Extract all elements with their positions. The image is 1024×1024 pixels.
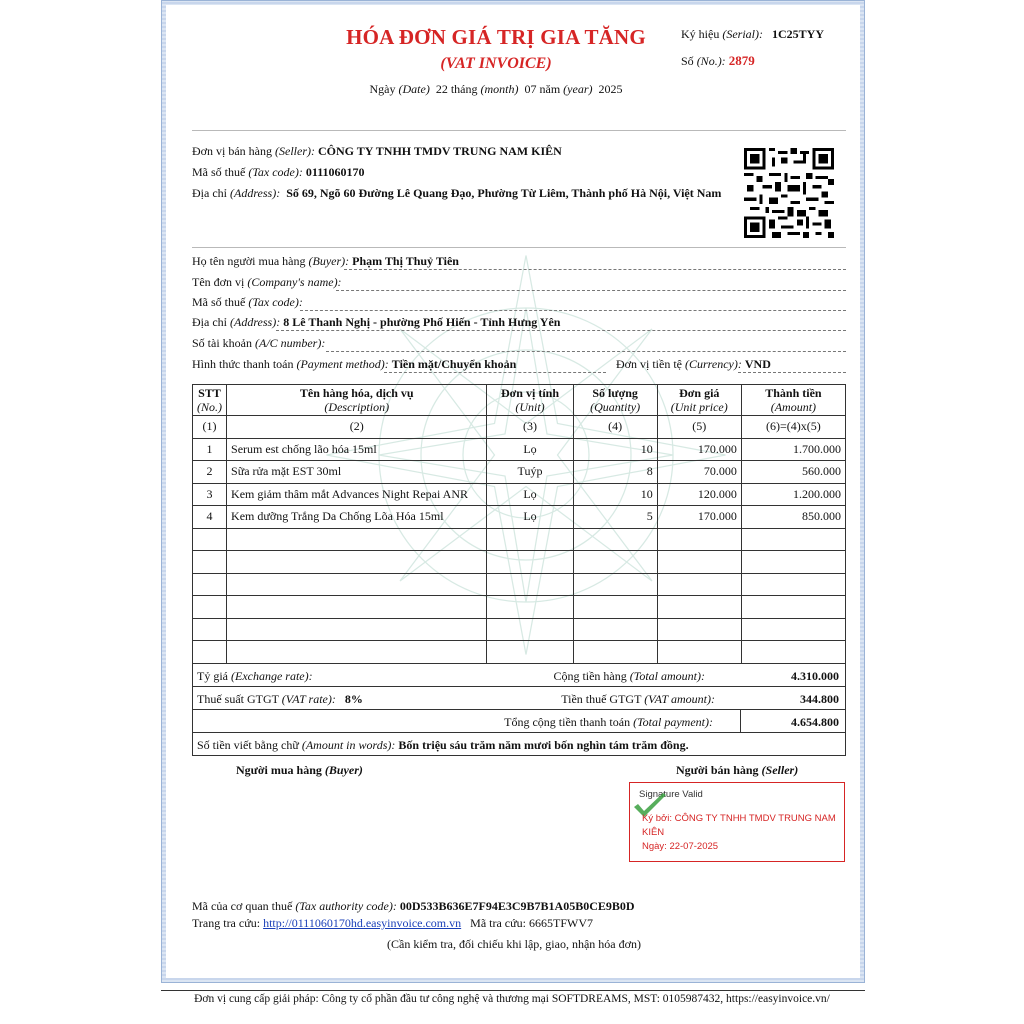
- total-payment: 4.654.800: [791, 715, 839, 729]
- divider: [192, 247, 846, 248]
- buyer-address: 8 Lê Thanh Nghị - phường Phố Hiến - Tỉnh Hưng Yên: [283, 315, 561, 329]
- buyer-signature-label: Người mua hàng (Buyer): [236, 763, 363, 777]
- row-unit-price: 120.000: [657, 483, 741, 506]
- buyer-name-line: [344, 269, 846, 270]
- seller-address-row: Địa chỉ (Address): Số 69, Ngõ 60 Đường Lê Quang Đạo, Phường Từ Liêm, Thành phố Hà Nội, Việt Nam: [192, 186, 722, 200]
- index-cell: (5): [657, 416, 741, 439]
- row-quantity: 5: [573, 506, 657, 529]
- amount-in-words-row: Số tiền viết bằng chữ (Amount in words): Bốn triệu sáu trăm năm mươi bốn nghìn tám trăm đồng.: [192, 733, 846, 756]
- row-quantity: 10: [573, 438, 657, 461]
- row-quantity: 8: [573, 461, 657, 484]
- table-row: [193, 438, 846, 461]
- payment-method: Tiền mặt/Chuyển khoản: [391, 357, 517, 371]
- signature-valid-text: Signature Valid: [639, 789, 703, 800]
- vat-row: Thuế suất GTGT (VAT rate): 8% Tiền thuế GTGT (VAT amount): 344.800: [192, 687, 846, 710]
- invoice-date: Ngày (Date) 22 tháng (month) 07 năm (year) 2025: [369, 82, 623, 96]
- seller-name-row: Đơn vị bán hàng (Seller): CÔNG TY TNHH TMDV TRUNG NAM KIÊN: [192, 144, 562, 158]
- index-cell: (3): [487, 416, 573, 439]
- signed-date-text: Ngày: 22-07-2025: [642, 841, 719, 852]
- tax-authority-code: 00D533B636E7F94E3C9B7B1A05B0CE9B0D: [399, 899, 635, 913]
- row-unit-price: 170.000: [657, 506, 741, 529]
- row-unit: Lọ: [487, 506, 573, 529]
- row-description: Serum est chống lão hóa 15ml: [227, 438, 487, 461]
- index-cell: (2): [227, 416, 487, 439]
- signed-by-text: Ký bởi: CÔNG TY TNHH TMDV TRUNG NAM KIÊN: [642, 813, 836, 838]
- table-header-row: [193, 385, 846, 416]
- empty-row: [193, 641, 846, 664]
- seller-address: Số 69, Ngõ 60 Đường Lê Quang Đạo, Phường Từ Liêm, Thành phố Hà Nội, Việt Nam: [286, 186, 722, 200]
- amount-in-words: Bốn triệu sáu trăm năm mươi bốn nghìn tám trăm đồng.: [398, 738, 689, 752]
- vat-amount: 344.800: [800, 692, 839, 706]
- row-description: Kem dưỡng Trắng Da Chống Lõa Hóa 15ml: [227, 506, 487, 529]
- header-no: STT (No.): [193, 385, 227, 416]
- index-cell: (1): [193, 416, 227, 439]
- header-description: Tên hàng hóa, dịch vụ (Description): [227, 385, 487, 416]
- empty-row: [193, 618, 846, 641]
- table-row: [193, 483, 846, 506]
- buyer-company-row: Tên đơn vị (Company's name):: [192, 275, 342, 289]
- row-quantity: 10: [573, 483, 657, 506]
- qr-code-icon: [744, 148, 834, 238]
- footer-divider: [161, 990, 865, 991]
- invoice-number: 2879: [728, 53, 755, 68]
- empty-row: [193, 573, 846, 596]
- buyer-tax-line: [300, 310, 846, 311]
- row-no: 4: [193, 506, 227, 529]
- header-quantity: Số lượng (Quantity): [573, 385, 657, 416]
- digital-signature-box: [629, 782, 845, 862]
- row-description: Sữa rửa mặt EST 30ml: [227, 461, 487, 484]
- row-no: 2: [193, 461, 227, 484]
- table-row: [193, 506, 846, 529]
- row-unit-price: 70.000: [657, 461, 741, 484]
- vat-rate: 8%: [344, 692, 363, 706]
- currency-row: Đơn vị tiền tệ (Currency): VND: [616, 357, 771, 371]
- payment-method-line: [384, 372, 606, 373]
- buyer-tax-row: Mã số thuế (Tax code):: [192, 295, 303, 309]
- serial-value: 1C25TYY: [771, 27, 824, 41]
- serial-field: Ký hiệu (Serial): 1C25TYY: [681, 27, 824, 41]
- empty-row: [193, 596, 846, 619]
- seller-tax: 0111060170: [305, 165, 365, 179]
- currency: VND: [744, 357, 771, 371]
- currency-line: [738, 372, 846, 373]
- divider: [192, 130, 846, 131]
- buyer-name: Phạm Thị Thuỷ Tiên: [352, 254, 459, 268]
- row-unit: Tuýp: [487, 461, 573, 484]
- row-unit: Lọ: [487, 438, 573, 461]
- total-payment-row: Tổng cộng tiền thanh toán (Total payment): 4.654.800: [192, 710, 846, 733]
- total-amount-row: Tỷ giá (Exchange rate): Cộng tiền hàng (Total amount): 4.310.000: [192, 664, 846, 687]
- header-unit: Đơn vị tính (Unit): [487, 385, 573, 416]
- buyer-account-row: Số tài khoản (A/C number):: [192, 336, 326, 350]
- invoice-sheet: [166, 5, 860, 978]
- invoice-title: HÓA ĐƠN GIÁ TRỊ GIA TĂNG: [346, 25, 646, 49]
- tax-authority-row: Mã của cơ quan thuế (Tax authority code): 00D533B636E7F94E3C9B7B1A05B0CE9B0D: [192, 899, 635, 913]
- header-unit-price: Đơn giá (Unit price): [657, 385, 741, 416]
- lookup-code: 6665TFWV7: [528, 916, 593, 930]
- empty-row: [193, 551, 846, 574]
- seller-signature-label: Người bán hàng (Seller): [676, 763, 799, 777]
- row-unit: Lọ: [487, 483, 573, 506]
- index-cell: (6)=(4)x(5): [741, 416, 845, 439]
- total-amount: 4.310.000: [791, 669, 839, 683]
- seller-tax-row: Mã số thuế (Tax code): 0111060170: [192, 165, 365, 179]
- invoice-number-field: Số (No.): 2879: [681, 53, 755, 68]
- empty-row: [193, 528, 846, 551]
- row-unit-price: 170.000: [657, 438, 741, 461]
- row-description: Kem giảm thâm mắt Advances Night Repai ANR: [227, 483, 487, 506]
- row-amount: 850.000: [741, 506, 845, 529]
- lookup-row: Trang tra cứu: http://0111060170hd.easyinvoice.com.vn Mã tra cứu: 6665TFWV7: [192, 916, 593, 930]
- row-amount: 560.000: [741, 461, 845, 484]
- lookup-link[interactable]: http://0111060170hd.easyinvoice.com.vn: [263, 916, 462, 930]
- row-no: 1: [193, 438, 227, 461]
- invoice-frame: [161, 0, 865, 983]
- provider-footer: Đơn vị cung cấp giải pháp: Công ty cổ phần đầu tư công nghệ và thương mại SOFTDREAMS, MST: 0105987432, https://easyinvoice.vn/: [194, 993, 830, 1005]
- seller-name: CÔNG TY TNHH TMDV TRUNG NAM KIÊN: [317, 144, 562, 158]
- header-amount: Thành tiền (Amount): [741, 385, 845, 416]
- buyer-company-line: [336, 290, 846, 291]
- items-table: [192, 384, 846, 664]
- index-row: [193, 416, 846, 439]
- row-no: 3: [193, 483, 227, 506]
- verification-note: (Cần kiểm tra, đối chiếu khi lập, giao, nhận hóa đơn): [387, 937, 641, 951]
- buyer-address-row: Địa chỉ (Address): 8 Lê Thanh Nghị - phường Phố Hiến - Tỉnh Hưng Yên: [192, 315, 561, 329]
- buyer-address-line: [276, 330, 846, 331]
- buyer-account-line: [326, 351, 846, 352]
- row-amount: 1.200.000: [741, 483, 845, 506]
- index-cell: (4): [573, 416, 657, 439]
- buyer-name-row: Họ tên người mua hàng (Buyer): Phạm Thị Thuỷ Tiên: [192, 254, 459, 268]
- table-row: [193, 461, 846, 484]
- row-amount: 1.700.000: [741, 438, 845, 461]
- payment-method-row: Hình thức thanh toán (Payment method): Tiền mặt/Chuyển khoản: [192, 357, 517, 371]
- invoice-subtitle: (VAT INVOICE): [440, 55, 552, 72]
